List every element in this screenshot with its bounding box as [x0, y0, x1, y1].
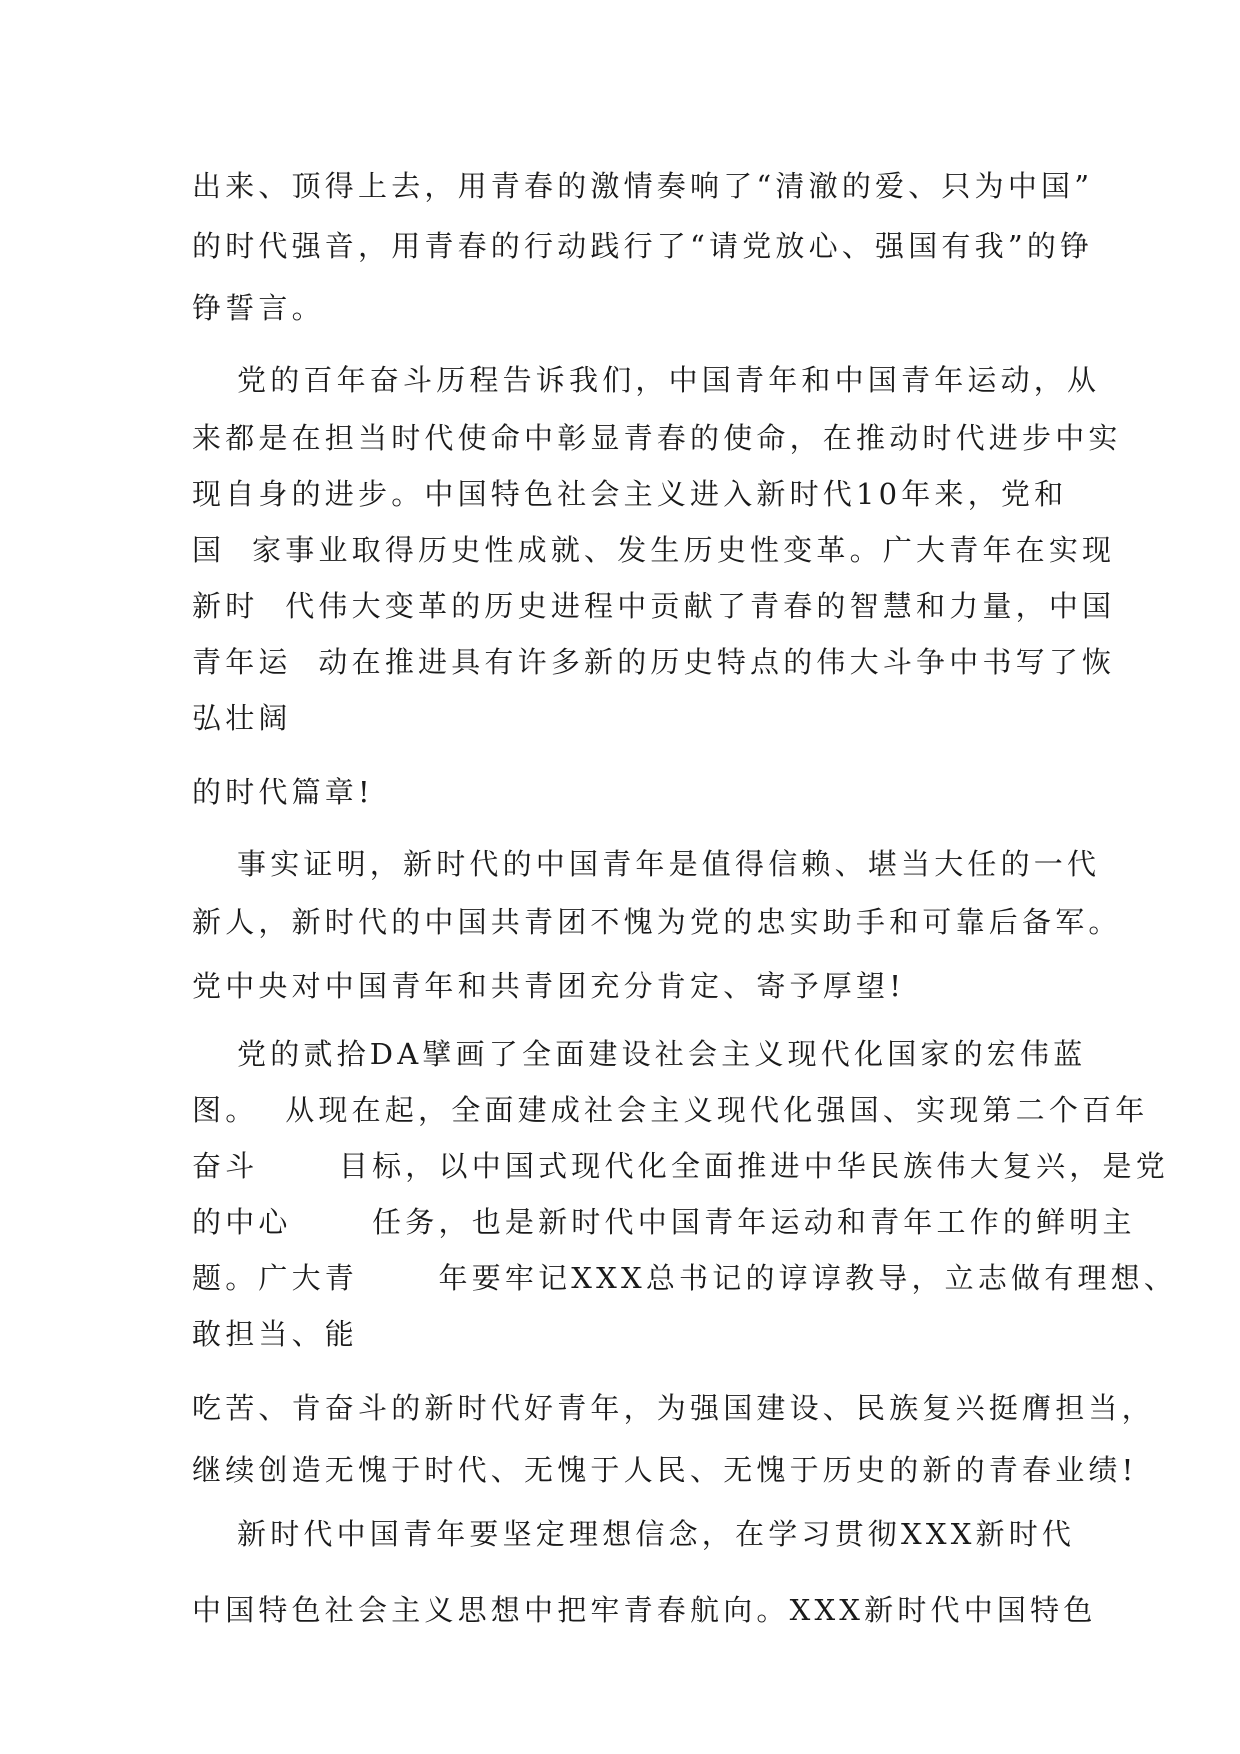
- text-line: 现自身的进步。中国特色社会主义进入新时代10年来，党和: [192, 477, 1068, 511]
- text-line: 新人，新时代的中国共青团不愧为党的忠实助手和可靠后备军。: [192, 905, 1122, 939]
- paragraph-first-line: 事实证明，新时代的中国青年是值得信赖、堪当大任的一代: [237, 847, 1101, 881]
- text-line: 图。 从现在起，全面建成社会主义现代化强国、实现第二个百年: [192, 1093, 1149, 1127]
- text-line: 中国特色社会主义思想中把牢青春航向。XXX新时代中国特色: [192, 1593, 1097, 1627]
- text-line: 国 家事业取得历史性成就、发生历史性变革。广大青年在实现: [192, 533, 1116, 567]
- text-line: 新时 代伟大变革的历史进程中贡献了青春的智慧和力量，中国: [192, 589, 1116, 623]
- text-line: 出来、顶得上去，用青春的激情奏响了“清澈的爱、只为中国”: [192, 169, 1094, 203]
- paragraph-first-line: 党的贰拾DA擘画了全面建设社会主义现代化国家的宏伟蓝: [237, 1037, 1087, 1071]
- text-line: 青年运 动在推进具有许多新的历史特点的伟大斗争中书写了恢: [192, 645, 1116, 679]
- text-line: 的时代篇章!: [192, 775, 374, 809]
- paragraph-first-line: 新时代中国青年要坚定理想信念，在学习贯彻XXX新时代: [237, 1517, 1076, 1551]
- text-line: 敢担当、能: [192, 1317, 359, 1351]
- text-line: 吃苦、肯奋斗的新时代好青年，为强国建设、民族复兴挺膺担当，: [192, 1391, 1155, 1425]
- text-line: 的中心 任务，也是新时代中国青年运动和青年工作的鲜明主: [192, 1205, 1136, 1239]
- text-line: 继续创造无愧于时代、无愧于人民、无愧于历史的新的青春业绩!: [192, 1453, 1138, 1487]
- text-line: 来都是在担当时代使命中彰显青春的使命，在推动时代进步中实: [192, 421, 1122, 455]
- text-line: 奋斗 目标，以中国式现代化全面推进中华民族伟大复兴，是党: [192, 1149, 1169, 1183]
- text-line: 的时代强音，用青春的行动践行了“请党放心、强国有我”的铮: [192, 229, 1094, 263]
- text-line: 铮誓言。: [192, 291, 325, 325]
- text-line: 弘壮阔: [192, 701, 292, 735]
- paragraph-first-line: 党的百年奋斗历程告诉我们，中国青年和中国青年运动，从: [237, 363, 1101, 397]
- text-line: 题。广大青 年要牢记XXX总书记的谆谆教导，立志做有理想、: [192, 1261, 1178, 1295]
- text-line: 党中央对中国青年和共青团充分肯定、寄予厚望!: [192, 969, 906, 1003]
